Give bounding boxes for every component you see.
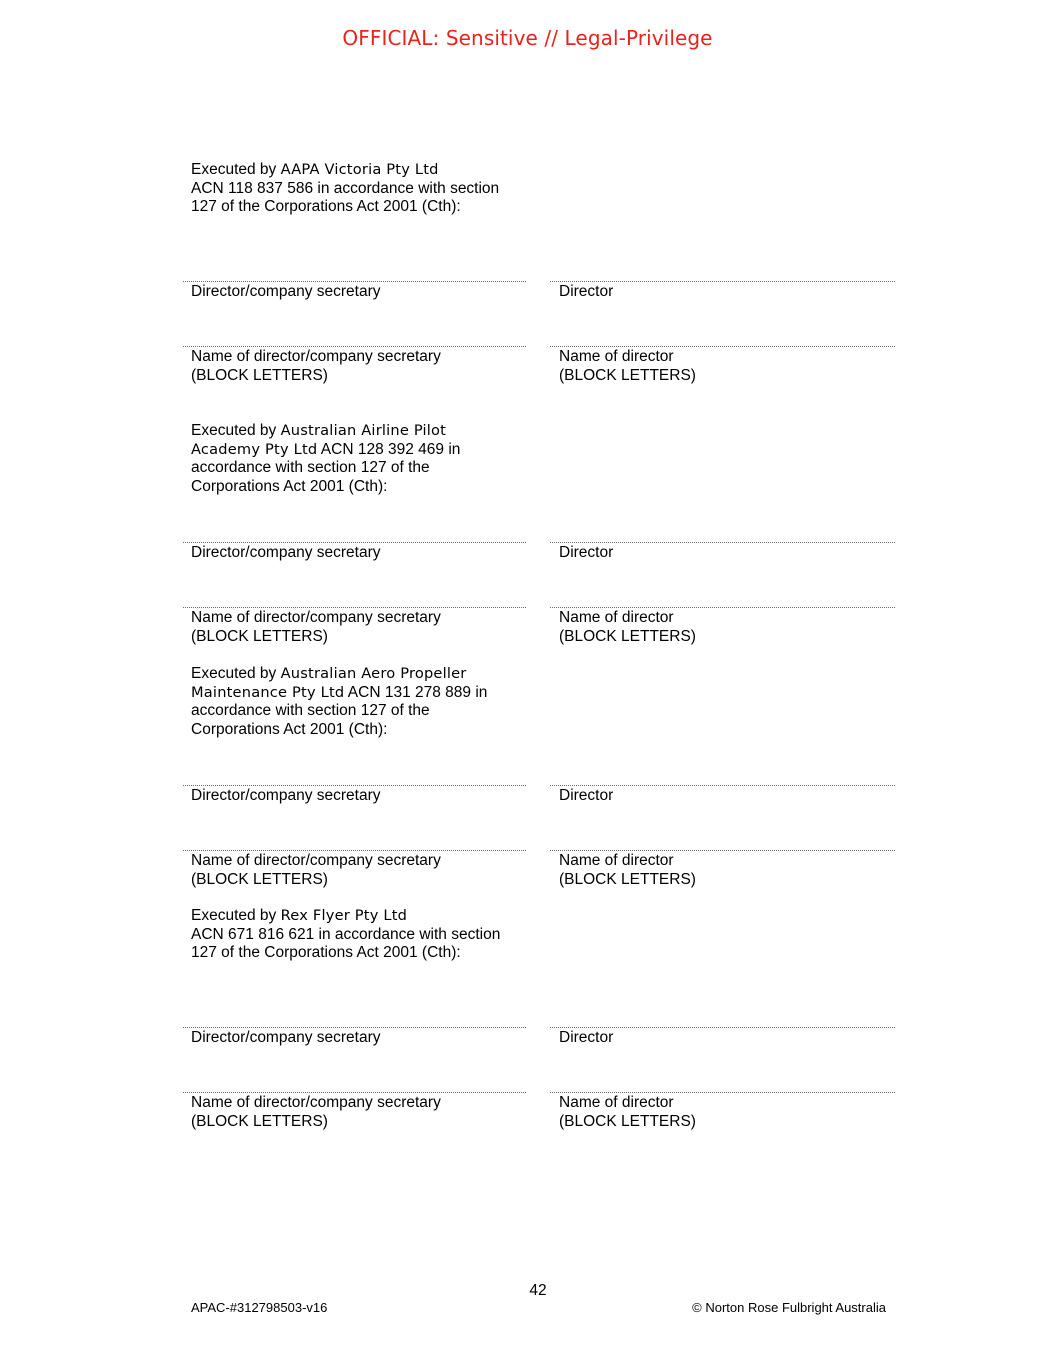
name-caption-director: Name of director (BLOCK LETTERS) (559, 1094, 696, 1130)
execution-clause-rest: ACN 671 816 621 in accordance with section 127 of the Corporations Act 2001 (Cth): (191, 925, 501, 962)
name-line-director[interactable] (550, 850, 895, 851)
signature-line-director[interactable] (550, 785, 895, 786)
execution-clause-prefix: Executed by (191, 422, 281, 439)
execution-clause-rest: ACN 118 837 586 in accordance with section 127 of the Corporations Act 2001 (Cth): (191, 179, 500, 216)
signature-caption-director: Director (559, 1029, 614, 1046)
signature-caption-director: Director (559, 787, 614, 804)
name-caption-director: Name of director (BLOCK LETTERS) (559, 852, 696, 888)
execution-clause (191, 161, 521, 217)
name-line-secretary[interactable] (183, 346, 526, 347)
classification-marking: OFFICIAL: Sensitive // Legal-Privilege (342, 26, 713, 50)
signature-line-director[interactable] (550, 1027, 895, 1028)
signature-line-secretary[interactable] (183, 281, 526, 282)
name-line-director[interactable] (550, 607, 895, 608)
name-caption-secretary: Name of director/company secretary (BLOCK LETTERS) (191, 1094, 441, 1130)
entity-name: Australian Aero Propeller Maintenance Pty Ltd (191, 665, 467, 701)
signature-line-secretary[interactable] (183, 1027, 526, 1028)
name-line-secretary[interactable] (183, 1092, 526, 1093)
document-reference: APAC-#312798503-v16 (191, 1300, 328, 1315)
signature-caption-secretary: Director/company secretary (191, 787, 381, 804)
page-number: 42 (529, 1282, 547, 1299)
execution-clause (191, 907, 521, 963)
name-line-director[interactable] (550, 346, 895, 347)
execution-clause-rest: ACN 128 392 469 in accordance with section 127 of the Corporations Act 2001 (Cth): (191, 440, 461, 495)
execution-clause (191, 422, 491, 496)
name-caption-director: Name of director (BLOCK LETTERS) (559, 348, 696, 384)
signature-caption-director: Director (559, 283, 614, 300)
name-line-secretary[interactable] (183, 607, 526, 608)
execution-clause-prefix: Executed by (191, 161, 281, 178)
signature-line-director[interactable] (550, 281, 895, 282)
name-line-secretary[interactable] (183, 850, 526, 851)
copyright-notice: © Norton Rose Fulbright Australia (692, 1300, 886, 1315)
name-caption-secretary: Name of director/company secretary (BLOCK LETTERS) (191, 609, 441, 645)
entity-name: Rex Flyer Pty Ltd (280, 907, 408, 924)
signature-caption-director: Director (559, 544, 614, 561)
signature-line-secretary[interactable] (183, 542, 526, 543)
name-caption-secretary: Name of director/company secretary (BLOCK LETTERS) (191, 852, 441, 888)
signature-line-secretary[interactable] (183, 785, 526, 786)
signature-caption-secretary: Director/company secretary (191, 1029, 381, 1046)
signature-caption-secretary: Director/company secretary (191, 544, 381, 561)
entity-name: Australian Airline Pilot Academy Pty Ltd (191, 422, 447, 458)
name-line-director[interactable] (550, 1092, 895, 1093)
entity-name: AAPA Victoria Pty Ltd (280, 161, 439, 178)
name-caption-secretary: Name of director/company secretary (BLOCK LETTERS) (191, 348, 441, 384)
execution-clause-prefix: Executed by (191, 665, 281, 682)
execution-clause (191, 665, 511, 739)
execution-clause-prefix: Executed by (191, 907, 281, 924)
signature-caption-secretary: Director/company secretary (191, 283, 381, 300)
signature-line-director[interactable] (550, 542, 895, 543)
execution-clause-rest: ACN 131 278 889 in accordance with section 127 of the Corporations Act 2001 (Cth): (191, 683, 488, 738)
name-caption-director: Name of director (BLOCK LETTERS) (559, 609, 696, 645)
